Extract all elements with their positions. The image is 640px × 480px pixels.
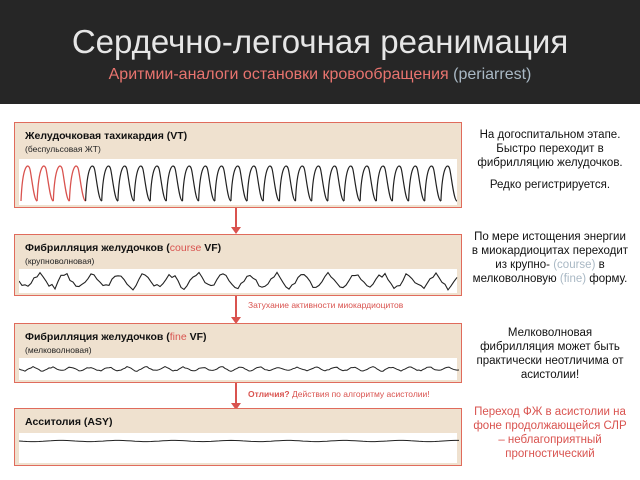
ecg-strip-fine-vf (19, 358, 457, 380)
panel-coarse-vf (14, 234, 462, 296)
panel-coarse-vf-title-end: VF) (201, 242, 222, 254)
ecg-trace-fine-vf (19, 358, 459, 380)
slide-subtitle (0, 65, 640, 85)
ecg-trace-vt (19, 159, 459, 205)
panel-coarse-vf-title-start: Фибрилляция желудочков ( (25, 242, 170, 254)
side-note-coarse-vf-fine: (fine) (559, 273, 587, 285)
panel-vt (14, 122, 462, 208)
connector-2 (235, 296, 237, 318)
arrow-down-icon (231, 227, 241, 234)
side-note-coarse-vf-course: (course) (553, 259, 596, 271)
side-note-coarse-vf-text-c: форму. (586, 273, 628, 285)
panel-fine-vf-title-start: Фибрилляция желудочков ( (25, 331, 170, 343)
slide-title: Сердечно-легочная реанимация (71, 23, 569, 60)
ecg-coarse-vf-trace (19, 272, 457, 290)
ecg-trace-asystole (19, 433, 459, 463)
panel-fine-vf-subtitle: (мелковолновая) (25, 345, 92, 355)
side-note-vt (470, 128, 630, 192)
connector-label-differences-bold: Отличия? (248, 389, 290, 399)
panel-fine-vf-title-end: VF) (186, 331, 207, 343)
side-note-coarse-vf (470, 230, 630, 286)
subtitle-text: Аритмии-аналоги остановки кровообращения (108, 66, 449, 83)
panel-fine-vf (14, 323, 462, 383)
panel-asystole-title (25, 416, 113, 428)
side-note-vt-text: На догоспитальном этапе. Быстро переходит в фибрилляцию желудочков. (477, 129, 623, 169)
panel-fine-vf-title-highlight: fine (169, 331, 187, 343)
side-note-fine-vf: Мелковолновая фибрилляция может быть практически неотличима от асистолии! (476, 327, 624, 381)
ecg-vt-highlight (21, 166, 86, 201)
ecg-trace-coarse-vf (19, 269, 459, 293)
connector-3 (235, 383, 237, 404)
panel-vt-title-text: Желудочковая тахикардия (VT) (25, 130, 188, 142)
ecg-vt-trace (86, 166, 457, 201)
side-note-coarse-vf-text-a: По мере истощения энергии в миокардиоцитах переходит из крупно- (471, 231, 629, 271)
ecg-strip-asystole (19, 433, 457, 463)
side-note-vt-rare: Редко регистрируется. (489, 179, 611, 191)
panel-asystole (14, 408, 462, 466)
panel-asystole-title-text: Асситолия (ASY) (25, 416, 113, 428)
connector-label-decay: Затухание активности миокардиоцитов (248, 300, 404, 310)
ecg-fine-vf-trace (19, 367, 459, 372)
connector-label-differences (248, 389, 430, 399)
panel-fine-vf-title (25, 331, 207, 343)
ecg-strip-vt (19, 159, 457, 205)
connector-1 (235, 208, 237, 228)
side-note-prognosis: Переход ФЖ в асистолии на фоне продолжающейся СЛР – неблагоприятный прогностический (473, 406, 627, 460)
ecg-asystole-trace (19, 440, 459, 441)
panel-coarse-vf-title-highlight: course (169, 242, 202, 254)
subtitle-note: (periarrest) (453, 66, 532, 83)
slide-header (0, 0, 640, 104)
panel-vt-title (25, 130, 187, 142)
panel-coarse-vf-subtitle: (крупноволновая) (25, 256, 95, 266)
panel-coarse-vf-title (25, 242, 221, 254)
ecg-strip-coarse-vf (19, 269, 457, 293)
connector-label-differences-rest: Действия по алгоритму асистолии! (289, 389, 430, 399)
panel-vt-subtitle: (беспульсовая ЖТ) (25, 144, 101, 154)
side-note-coarse-vf-text-b: в мелковолновую (472, 259, 605, 285)
